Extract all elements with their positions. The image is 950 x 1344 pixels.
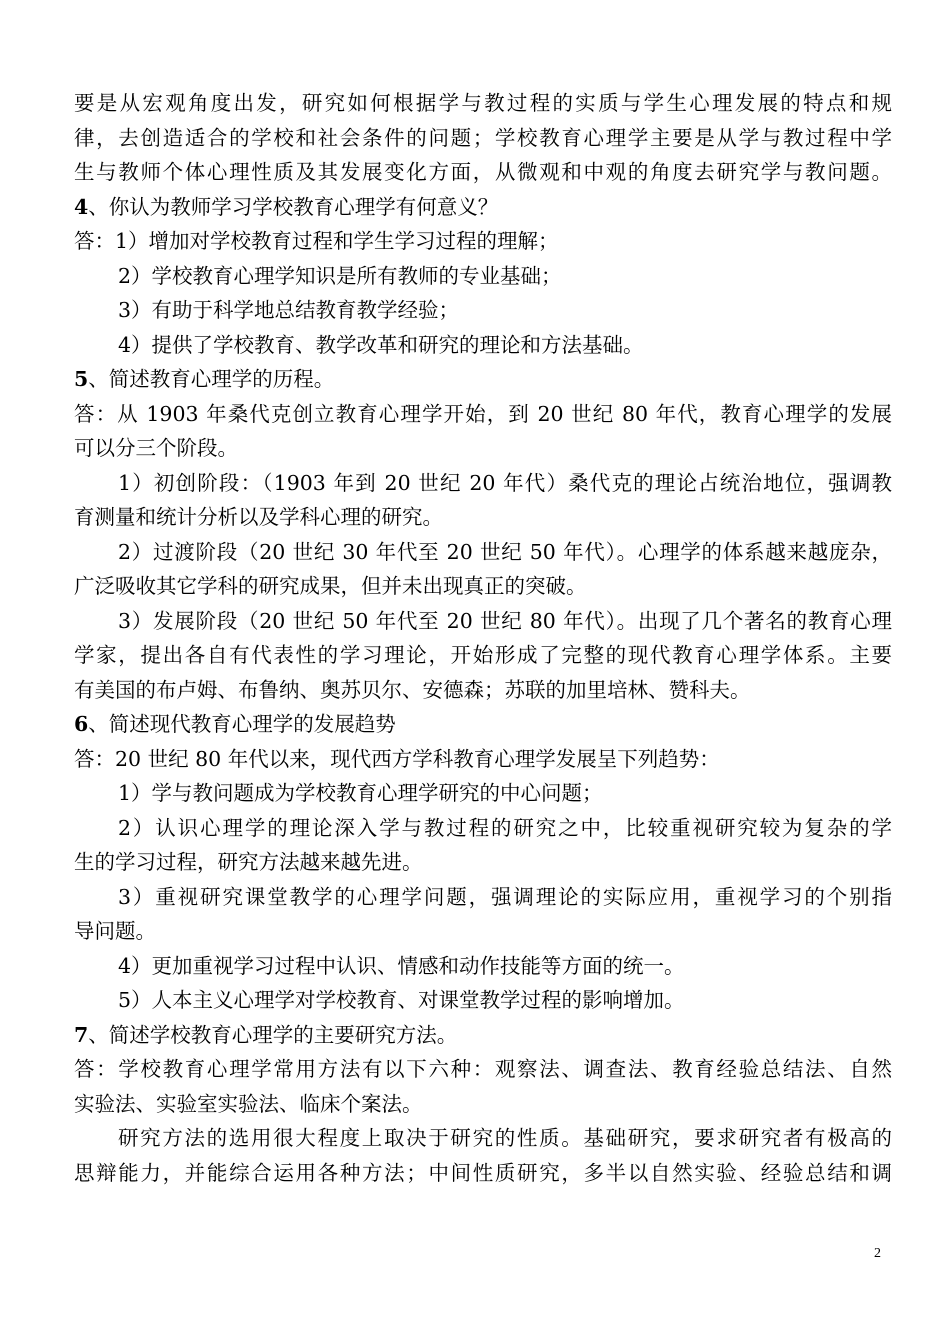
text-line xyxy=(118,811,892,845)
line-text: 答：从 1903 年桑代克创立教育心理学开始，到 20 世纪 80 年代，教育心理学的发展 xyxy=(74,401,892,426)
question-heading xyxy=(74,1018,892,1052)
line-text: 4）提供了学校教育、教学改革和研究的理论和方法基础。 xyxy=(118,332,644,357)
line-text: 2）认识心理学的理论深入学与教过程的研究之中，比较重视研究较为复杂的学 xyxy=(118,815,892,840)
line-text: 生的学习过程，研究方法越来越先进。 xyxy=(74,850,423,874)
line-text: 2）学校教育心理学知识是所有教师的专业基础； xyxy=(118,263,562,288)
text-line xyxy=(118,535,892,569)
line-text: 实验法、实验室实验法、临床个案法。 xyxy=(74,1091,423,1116)
text-line xyxy=(74,224,892,258)
text-line xyxy=(118,1121,892,1155)
question-heading xyxy=(74,362,892,396)
line-text: 广泛吸收其它学科的研究成果，但并未出现真正的突破。 xyxy=(74,574,587,598)
line-text: 、简述现代教育心理学的发展趋势 xyxy=(88,712,396,736)
line-text: 、简述学校教育心理学的主要研究方法。 xyxy=(88,1022,458,1047)
line-text: 答：20 世纪 80 年代以来，现代西方学科教育心理学发展呈下列趋势： xyxy=(74,746,720,771)
question-number: 6 xyxy=(74,712,89,736)
line-text: 1）学与教问题成为学校教育心理学研究的中心问题； xyxy=(118,781,603,805)
line-text: 4）更加重视学习过程中认识、情感和动作技能等方面的统一。 xyxy=(118,953,685,978)
text-line xyxy=(74,86,892,120)
question-number: 5 xyxy=(74,367,89,391)
line-text: 2）过渡阶段（20 世纪 30 年代至 20 世纪 50 年代）。心理学的体系越来越庞杂， xyxy=(118,539,892,564)
text-line xyxy=(74,431,892,465)
text-line xyxy=(74,742,892,776)
line-text: 答：学校教育心理学常用方法有以下六种：观察法、调查法、教育经验总结法、自然 xyxy=(74,1057,892,1081)
line-text: 3）重视研究课堂教学的心理学问题，强调理论的实际应用，重视学习的个别指 xyxy=(118,884,892,909)
text-line xyxy=(74,1052,892,1086)
line-text: 5）人本主义心理学对学校教育、对课堂教学过程的影响增加。 xyxy=(118,988,685,1012)
line-text: 3）发展阶段（20 世纪 50 年代至 20 世纪 80 年代）。出现了几个著名的教育心理 xyxy=(118,608,892,633)
text-line xyxy=(118,983,892,1017)
text-line xyxy=(74,500,892,534)
line-text: 3）有助于科学地总结教育教学经验； xyxy=(118,298,460,322)
text-line xyxy=(118,776,892,810)
line-text: 有美国的布卢姆、布鲁纳、奥苏贝尔、安德森；苏联的加里培林、赞科夫。 xyxy=(74,677,751,702)
text-line xyxy=(118,328,892,362)
text-line xyxy=(118,604,892,638)
line-text: 思辩能力，并能综合运用各种方法；中间性质研究，多半以自然实验、经验总结和调 xyxy=(74,1160,892,1185)
line-text: 律，去创造适合的学校和社会条件的问题；学校教育心理学主要是从学与教过程中学 xyxy=(74,125,892,150)
text-line xyxy=(118,949,892,983)
line-text: 要是从宏观角度出发，研究如何根据学与教过程的实质与学生心理发展的特点和规 xyxy=(74,91,892,115)
text-line xyxy=(118,259,892,293)
question-heading xyxy=(74,707,892,741)
line-text: 育测量和统计分析以及学科心理的研究。 xyxy=(74,505,443,529)
text-line xyxy=(74,1156,892,1190)
page-number: 2 xyxy=(874,1246,881,1261)
text-line xyxy=(74,914,892,948)
line-text: 导问题。 xyxy=(74,919,156,943)
line-text: 学家，提出各自有代表性的学习理论，开始形成了完整的现代教育心理学体系。主要 xyxy=(74,643,892,667)
text-line xyxy=(74,1087,892,1121)
text-line xyxy=(74,397,892,431)
question-heading xyxy=(74,190,892,224)
line-text: 1）初创阶段：（1903 年到 20 世纪 20 年代）桑代克的理论占统治地位，强调教 xyxy=(118,470,892,495)
text-line xyxy=(74,155,892,189)
text-line xyxy=(118,880,892,914)
line-text: 答：1）增加对学校教育过程和学生学习过程的理解； xyxy=(74,229,559,253)
line-text: 可以分三个阶段。 xyxy=(74,436,238,460)
text-line xyxy=(118,293,892,327)
question-number: 4 xyxy=(74,194,89,219)
question-number: 7 xyxy=(74,1022,89,1047)
line-text: 、简述教育心理学的历程。 xyxy=(88,367,335,391)
text-line xyxy=(74,638,892,672)
text-line xyxy=(74,121,892,155)
text-line xyxy=(74,569,892,603)
line-text: 生与教师个体心理性质及其发展变化方面，从微观和中观的角度去研究学与教问题。 xyxy=(74,160,892,184)
text-line xyxy=(74,845,892,879)
line-text: 、你认为教师学习学校教育心理学有何意义？ xyxy=(88,194,499,219)
line-text: 研究方法的选用很大程度上取决于研究的性质。基础研究，要求研究者有极高的 xyxy=(118,1126,892,1150)
text-line xyxy=(118,466,892,500)
text-line xyxy=(74,673,892,707)
